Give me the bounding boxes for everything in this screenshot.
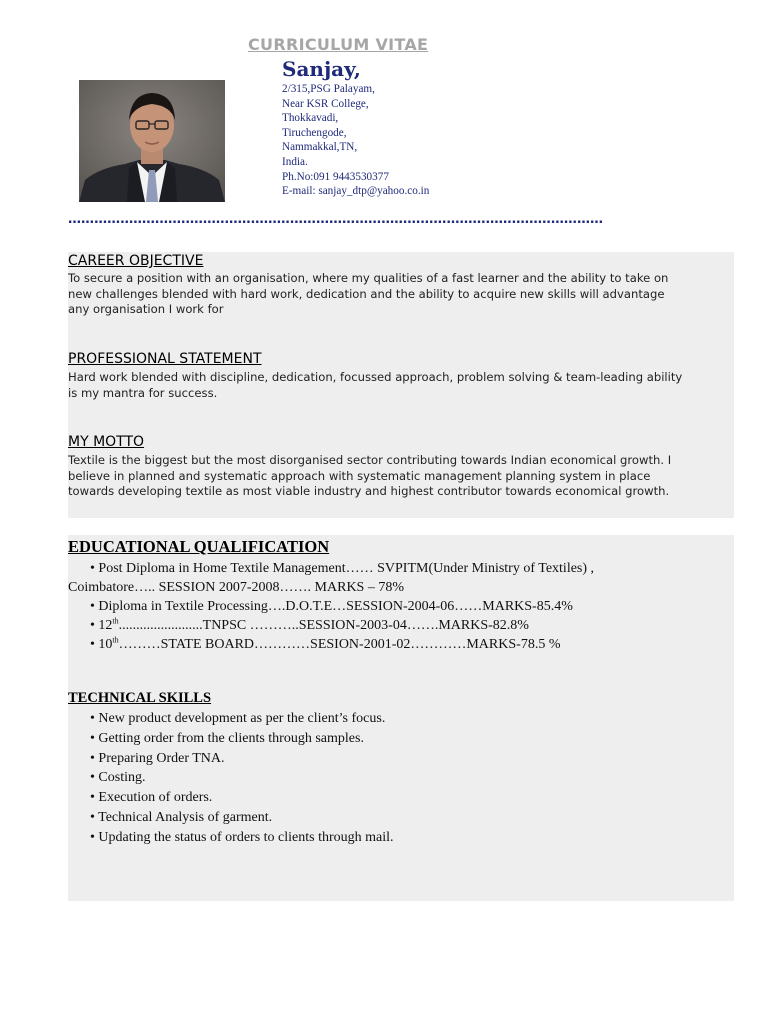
- motto-text: [68, 453, 736, 500]
- address-line: Thokkavadi,: [282, 112, 339, 125]
- email-address: E-mail: sanjay_dtp@yahoo.co.in: [282, 185, 430, 198]
- motto-heading: MY MOTTO: [68, 434, 145, 450]
- text-line: is my mantra for success.: [68, 385, 218, 400]
- education-item: • Diploma in Textile Processing….D.O.T.E…SESSION-2004-06……MARKS-85.4%: [90, 599, 573, 614]
- text-line: new challenges blended with hard work, dedication and the ability to acquire new skills will advantage: [68, 286, 665, 301]
- career-objective-heading: CAREER OBJECTIVE: [68, 253, 204, 269]
- text-line: To secure a position with an organisation, where my qualities of a fast learner and the ability to take on: [68, 271, 669, 285]
- contact-address: [282, 82, 429, 199]
- technical-skills-list: [90, 709, 394, 848]
- skill-item: • Updating the status of orders to clients through mail.: [90, 829, 394, 845]
- technical-skills-heading: TECHNICAL SKILLS: [68, 690, 212, 706]
- ordinal-suffix: th: [112, 635, 119, 645]
- skill-item: • Costing.: [90, 770, 146, 786]
- skill-item: • New product development as per the client’s focus.: [90, 711, 386, 726]
- skill-item: • Technical Analysis of garment.: [90, 809, 273, 825]
- text-line: believe in planned and systematic approach with systematic management planning system in place: [68, 468, 651, 483]
- candidate-name: Sanjay,: [282, 57, 361, 81]
- text-line: towards developing textile as most viable industry and highest contributor towards economical growth.: [68, 484, 670, 499]
- professional-statement-text: [68, 370, 736, 401]
- profile-photo: [79, 80, 225, 202]
- text-line: Hard work blended with discipline, dedication, focussed approach, problem solving & team-leading ability: [68, 370, 683, 384]
- edu-details: ………STATE BOARD…………SESION-2001-02…………MARKS-78.5 %: [118, 637, 561, 652]
- education-heading: EDUCATIONAL QUALIFICATION: [68, 537, 330, 556]
- education-item: [68, 616, 734, 635]
- text-line: any organisation I work for: [68, 302, 224, 317]
- text-line: Textile is the biggest but the most disorganised sector contributing towards Indian economical growth. I: [68, 453, 672, 467]
- skill-item: • Preparing Order TNA.: [90, 750, 225, 766]
- address-line: Near KSR College,: [282, 97, 369, 110]
- education-item-continued: Coimbatore….. SESSION 2007-2008……. MARKS – 78%: [68, 580, 405, 595]
- skill-item: • Execution of orders.: [90, 790, 213, 806]
- education-item: • Post Diploma in Home Textile Management…… SVPITM(Under Ministry of Textiles) ,: [90, 561, 595, 576]
- edu-level: • 12: [90, 618, 113, 633]
- phone-number: Ph.No:091 9443530377: [282, 170, 389, 183]
- person-portrait-icon: [79, 80, 225, 202]
- document-title: CURRICULUM VITAE: [248, 35, 429, 54]
- address-line: Tiruchengode,: [282, 126, 347, 139]
- career-objective-text: [68, 271, 736, 318]
- education-item: [68, 635, 734, 654]
- skill-item: • Getting order from the clients through samples.: [90, 730, 364, 746]
- address-line: 2/315,PSG Palayam,: [282, 83, 375, 95]
- edu-level: • 10: [90, 637, 113, 652]
- address-line: Nammakkal,TN,: [282, 141, 358, 154]
- education-list: [68, 559, 734, 654]
- professional-statement-heading: PROFESSIONAL STATEMENT: [68, 351, 262, 367]
- dotted-divider: ……………………………………………………………………………………………………………: [68, 212, 604, 227]
- ordinal-suffix: th: [112, 616, 119, 626]
- edu-details: ........................TNPSC ………..SESSION-2003-04…….MARKS-82.8%: [118, 618, 529, 633]
- address-line: India.: [282, 155, 308, 168]
